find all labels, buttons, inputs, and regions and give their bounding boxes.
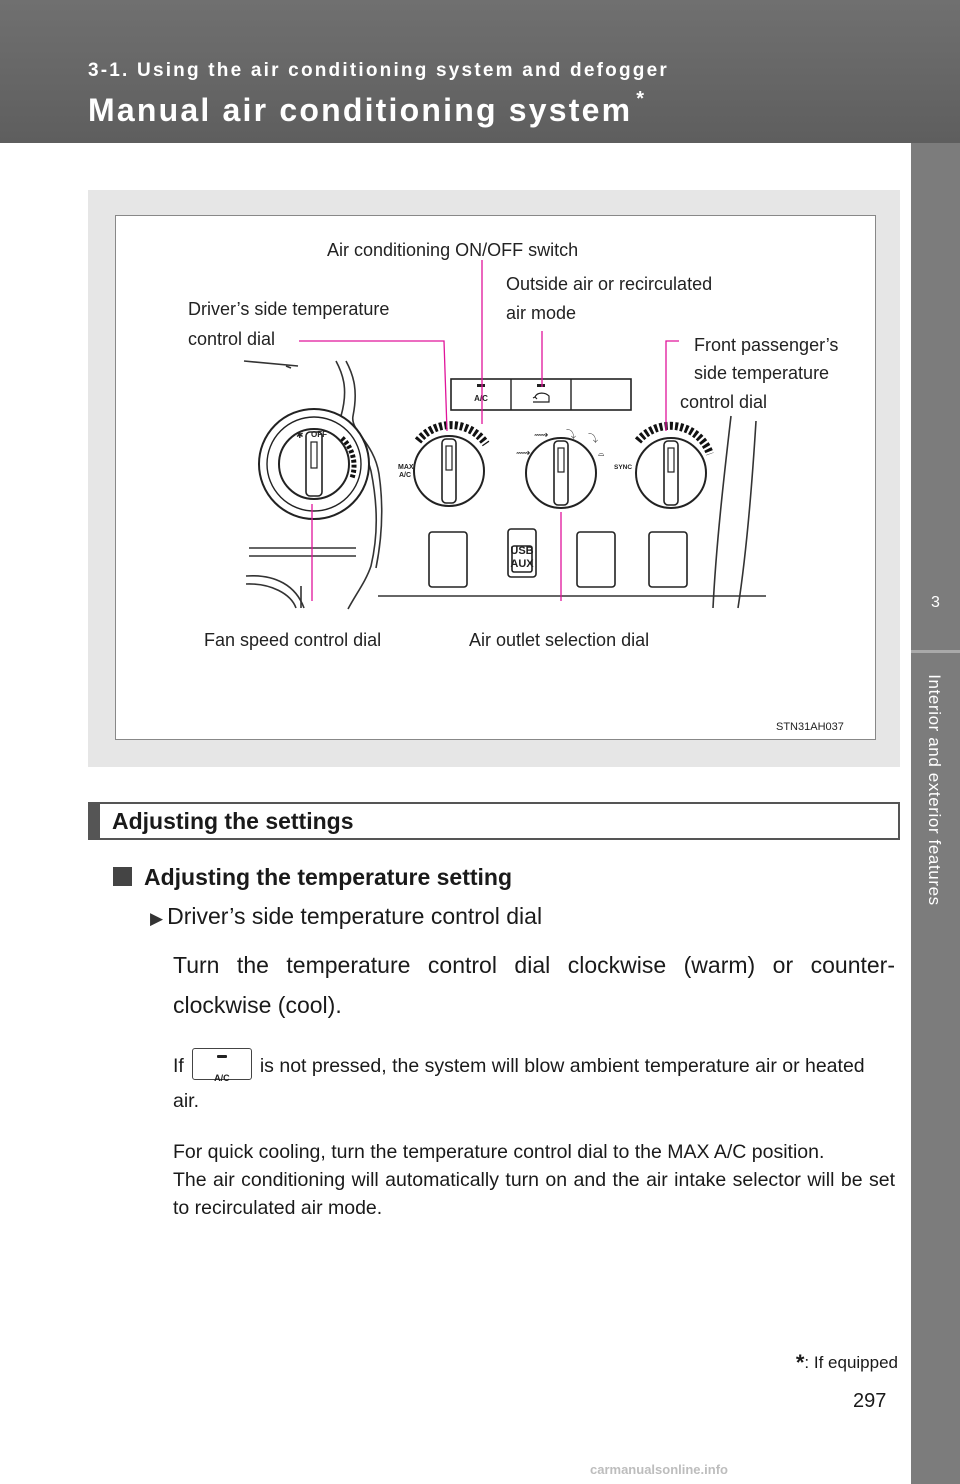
- section-heading: Adjusting the settings: [112, 808, 354, 834]
- chapter-number: 3: [911, 555, 960, 650]
- if-equipped-mark: *: [636, 88, 647, 111]
- triangle-bullet-icon: ▶: [150, 909, 164, 928]
- air-outlet-dial: [516, 429, 605, 508]
- driver-temp-label-1: Driver’s side temperature: [188, 299, 390, 319]
- footnote-text: : If equipped: [804, 1353, 898, 1372]
- paragraph-quick-cooling: [173, 1138, 895, 1222]
- subheading-text: Adjusting the temperature setting: [144, 864, 513, 890]
- square-bullet-icon: [113, 867, 132, 886]
- recirc-indicator-icon: [537, 384, 545, 387]
- footnote: [796, 1350, 898, 1376]
- bilevel-icon: ⟿: [534, 430, 549, 441]
- outside-air-label-1: Outside air or recirculated: [506, 274, 713, 294]
- driver-temperature-dial: [398, 425, 486, 506]
- subheading: [113, 864, 512, 891]
- page-header: [0, 0, 960, 143]
- air-outlet-label: Air outlet selection dial: [469, 630, 650, 650]
- passenger-temp-label-2: side temperature: [694, 363, 830, 383]
- face-vent-icon: ⟿: [516, 448, 531, 459]
- usb-label: USB: [510, 545, 534, 557]
- bullet-text: Driver’s side temperature control dial: [167, 903, 543, 929]
- outside-air-label-2: air mode: [506, 303, 577, 323]
- fan-icon: ✱: [296, 431, 304, 441]
- quick-cooling-line-2: The air conditioning will automatically turn on and the air intake selector will be set to recirculated air mode.: [173, 1169, 895, 1219]
- page-title: [88, 88, 647, 129]
- asterisk-icon: *: [795, 1350, 805, 1375]
- blank-switch-1: [429, 532, 467, 587]
- ac-switch-label: Air conditioning ON/OFF switch: [327, 240, 579, 260]
- ac-note-after: is not pressed, the system will blow ambient temperature air or heated air.: [173, 1055, 865, 1112]
- off-label: OFF: [311, 430, 327, 439]
- fan-speed-label: Fan speed control dial: [204, 630, 382, 650]
- section-subtitle: 3-1. Using the air conditioning system and defogger: [88, 60, 669, 81]
- floor-defog-icon: ⤵: [588, 434, 598, 445]
- blank-switch-3: [649, 532, 687, 587]
- passenger-temp-label-3: control dial: [680, 392, 768, 412]
- chapter-divider: [911, 650, 960, 653]
- ac-note-before: If: [173, 1055, 184, 1077]
- bullet-item: [150, 903, 542, 930]
- ac-button-inline: [192, 1048, 252, 1083]
- max-ac-label: A/C: [399, 472, 412, 479]
- aux-label: AUX: [510, 558, 534, 570]
- page-title-text: Manual air conditioning system: [88, 92, 633, 128]
- ac-button-inline-label: A/C: [214, 1073, 230, 1083]
- paragraph-temperature: Turn the temperature control dial clockwise (warm) or counter-clockwise (cool).: [173, 952, 895, 1018]
- watermark: carmanualsonline.info: [590, 1462, 728, 1477]
- ac-indicator-icon: [217, 1055, 227, 1058]
- passenger-temperature-dial: [614, 426, 710, 508]
- ac-panel-drawing: [116, 216, 875, 739]
- page-number: 297: [853, 1390, 887, 1412]
- ac-indicator-icon: [477, 384, 485, 387]
- blank-switch-2: [577, 532, 615, 587]
- chapter-title: Interior and exterior features: [925, 674, 944, 906]
- passenger-temp-label-1: Front passenger’s: [694, 335, 839, 355]
- section-heading-mark: [90, 804, 100, 838]
- ac-button-label: A/C: [474, 394, 488, 403]
- fan-speed-dial: [259, 409, 369, 519]
- floor-icon: ⤵: [566, 430, 576, 441]
- ac-panel-illustration: [115, 215, 876, 740]
- section-heading-bar: [88, 802, 900, 840]
- defroster-icon: ⌓: [598, 449, 605, 458]
- sync-label: SYNC: [614, 464, 633, 471]
- figure-code: STN31AH037: [776, 721, 844, 733]
- max-label: MAX: [398, 464, 414, 471]
- paragraph-ac-note: [173, 1048, 895, 1119]
- driver-temp-label-2: control dial: [188, 329, 276, 349]
- quick-cooling-line-1: For quick cooling, turn the temperature control dial to the MAX A/C position.: [173, 1141, 825, 1163]
